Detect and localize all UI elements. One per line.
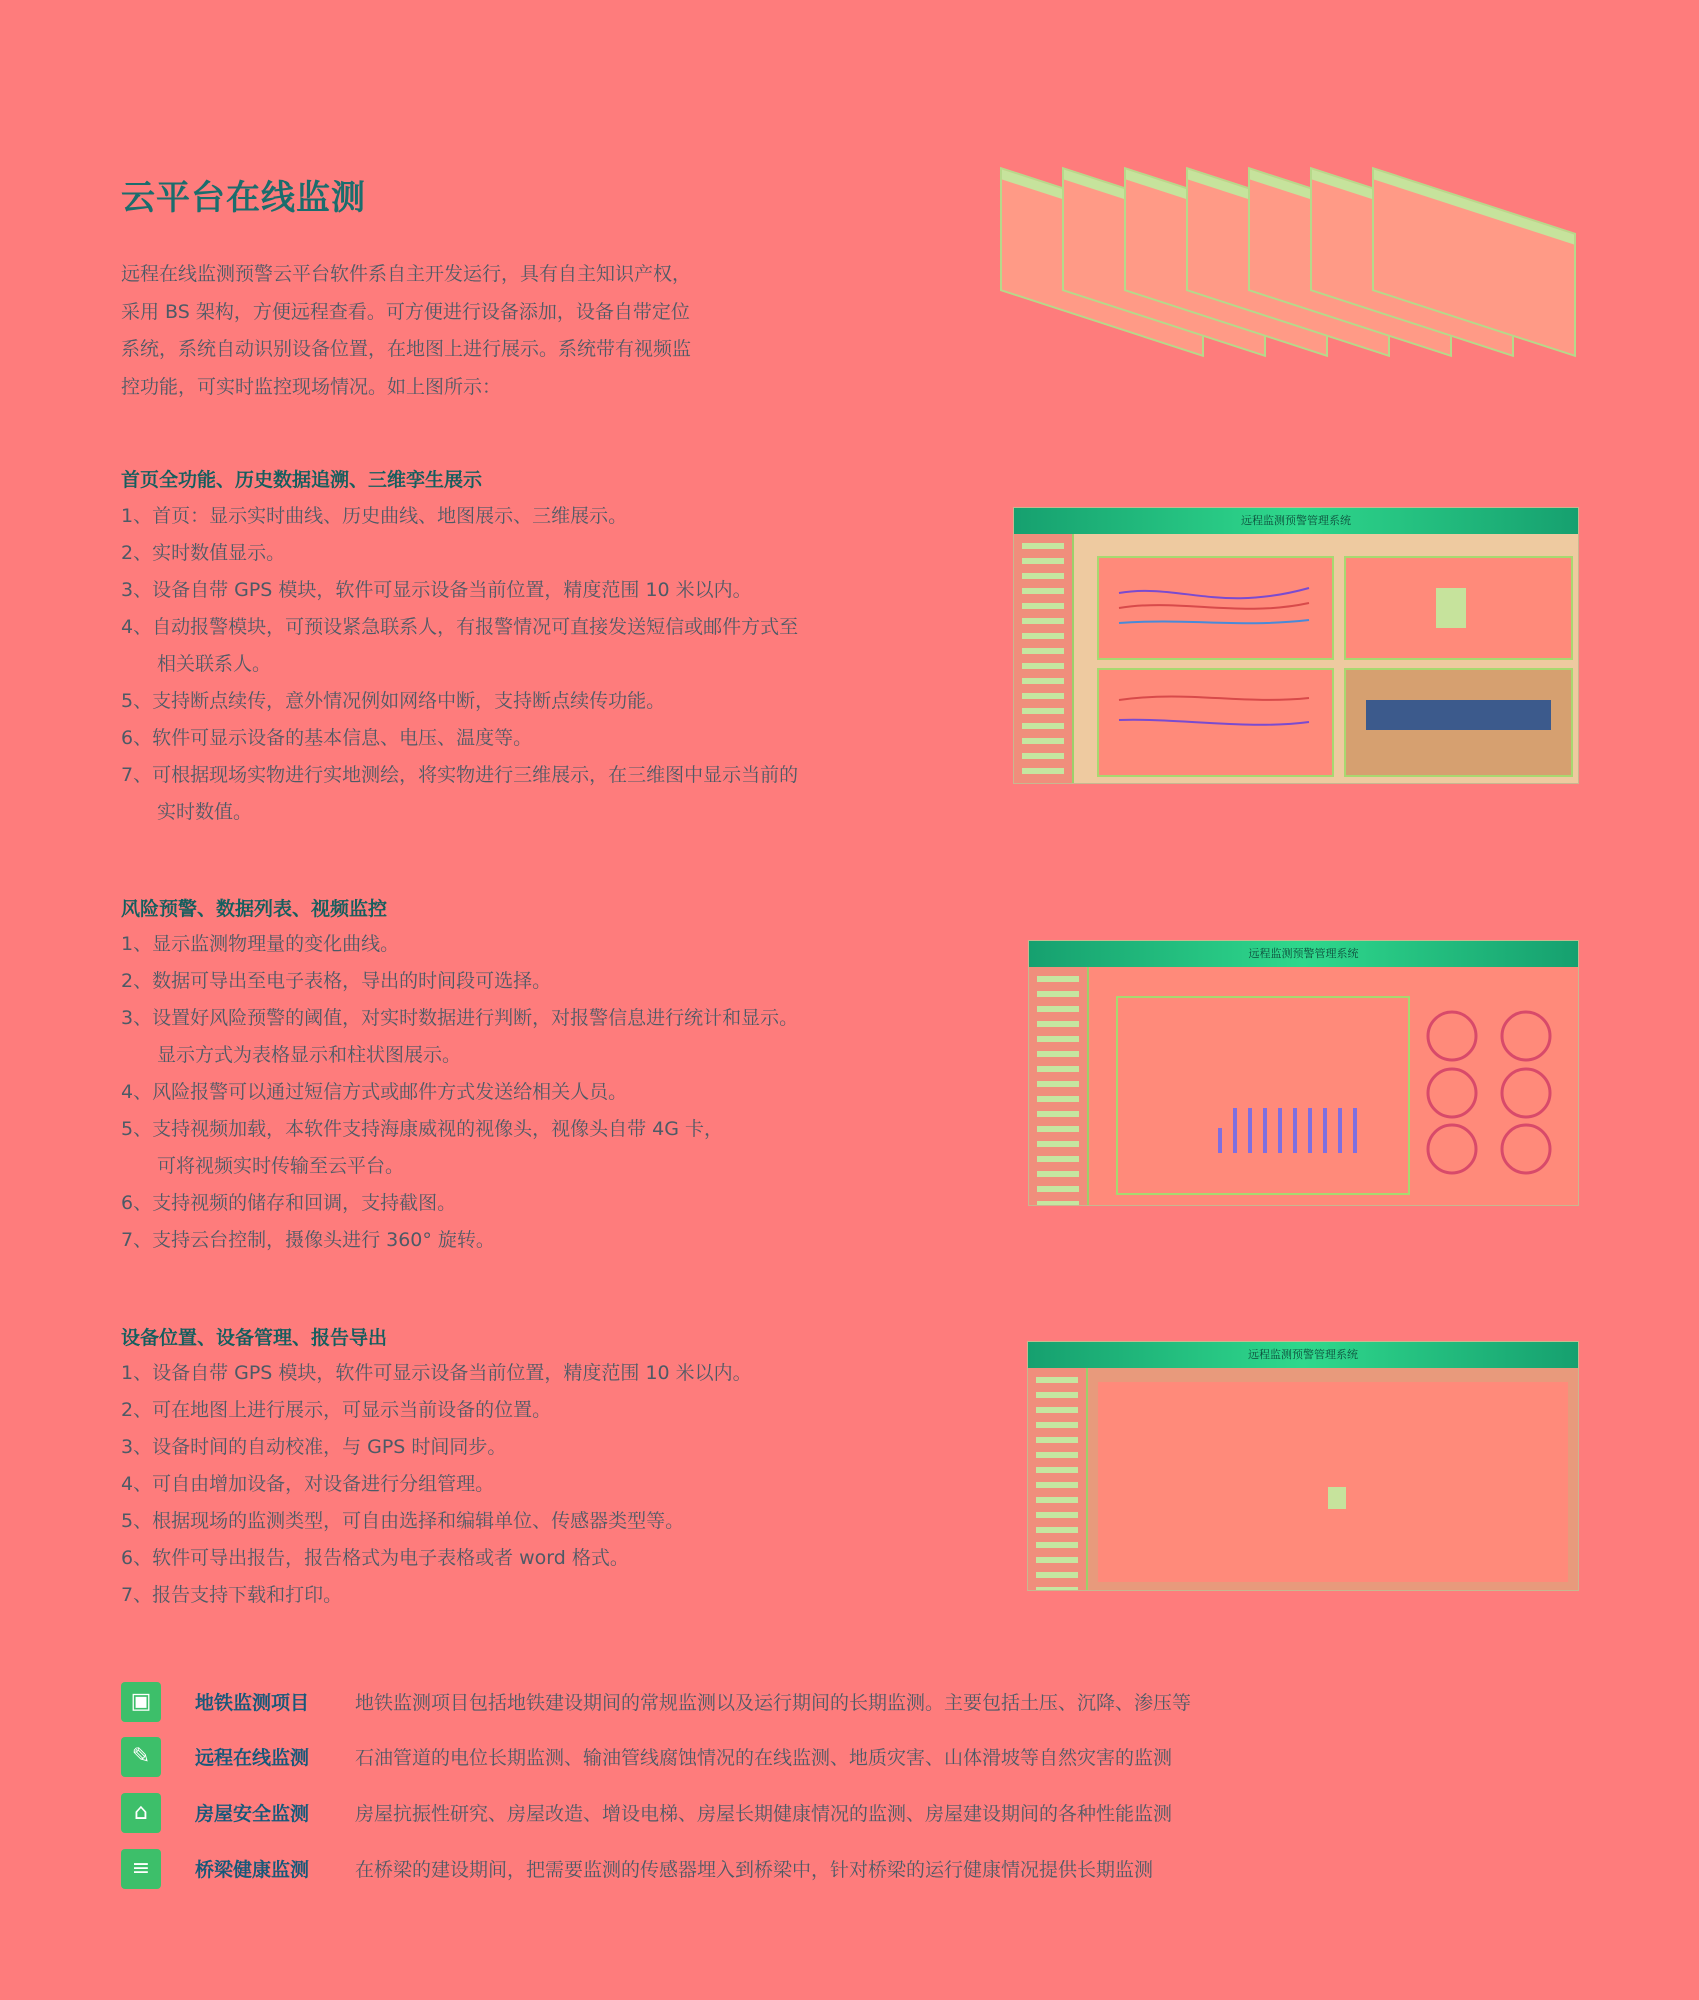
list-item: 6、软件可显示设备的基本信息、电压、温度等。 (121, 727, 533, 749)
list-item: 显示方式为表格显示和柱状图展示。 (157, 1044, 462, 1066)
list-item: 3、设备时间的自动校准，与 GPS 时间同步。 (121, 1436, 507, 1458)
bridge-icon: ≡ (121, 1849, 161, 1889)
list-item: 1、显示监测物理量的变化曲线。 (121, 933, 400, 955)
intro-line: 控功能，可实时监控现场情况。如上图所示： (121, 375, 502, 398)
screen-title-bar: 远程监测预警管理系统 (1029, 941, 1578, 967)
data-table-panel (1116, 996, 1410, 1195)
bar-chart (1118, 998, 1408, 1193)
list-item: 7、支持云台控制，摄像头进行 360° 旋转。 (121, 1229, 495, 1251)
history-chart-panel (1097, 668, 1334, 777)
section-list (121, 498, 951, 831)
section-title: 设备位置、设备管理、报告导出 (121, 1327, 388, 1349)
list-item: 1、首页：显示实时曲线、历史曲线、地图展示、三维展示。 (121, 505, 628, 527)
feature-item (121, 1849, 1601, 1889)
feature-desc: 房屋抗振性研究、房屋改造、增设电梯、房屋长期健康情况的监测、房屋建设期间的各种性能监测 (355, 1803, 1173, 1825)
feature-desc: 地铁监测项目包括地铁建设期间的常规监测以及运行期间的长期监测。主要包括土压、沉降、渗压等 (355, 1692, 1192, 1714)
list-item: 5、根据现场的监测类型，可自由选择和编辑单位、传感器类型等。 (121, 1510, 685, 1532)
map-area (1098, 1382, 1568, 1582)
feature-title: 地铁监测项目 (195, 1692, 310, 1714)
stacked-screens-illustration (1000, 200, 1580, 415)
screen-title-bar: 远程监测预警管理系统 (1028, 1342, 1578, 1368)
history-chart (1099, 670, 1332, 775)
list-item: 5、支持断点续传，意外情况例如网络中断，支持断点续传功能。 (121, 690, 666, 712)
3d-model (1366, 700, 1551, 730)
list-item: 7、可根据现场实物进行实地测绘，将实物进行三维展示，在三维图中显示当前的 (121, 764, 799, 786)
screen-sidebar (1029, 967, 1089, 1205)
feature-item (121, 1682, 1601, 1722)
screen-sidebar (1014, 534, 1074, 783)
list-item: 6、支持视频的储存和回调，支持截图。 (121, 1192, 457, 1214)
house-icon: ⌂ (121, 1793, 161, 1833)
list-item: 2、实时数值显示。 (121, 542, 286, 564)
map-marker (1328, 1487, 1346, 1509)
list-item: 可将视频实时传输至云平台。 (157, 1155, 405, 1177)
list-item: 实时数值。 (157, 801, 253, 823)
intro-line: 系统，系统自动识别设备位置，在地图上进行展示。系统带有视频监 (121, 338, 692, 360)
intro-line: 远程在线监测预警云平台软件系自主开发运行，具有自主知识产权， (121, 263, 692, 285)
list-item: 2、数据可导出至电子表格，导出的时间段可选择。 (121, 970, 552, 992)
feature-desc: 在桥梁的建设期间，把需要监测的传感器埋入到桥梁中，针对桥梁的运行健康情况提供长期监测 (355, 1859, 1154, 1881)
3d-panel (1344, 668, 1573, 777)
page-title: 云平台在线监测 (121, 178, 366, 218)
feature-item (121, 1737, 1601, 1777)
list-item: 4、可自由增加设备，对设备进行分组管理。 (121, 1473, 495, 1495)
dashboard-screenshot (1013, 507, 1579, 784)
map-screenshot (1027, 1341, 1579, 1591)
map-panel (1344, 556, 1573, 660)
list-item: 2、可在地图上进行展示，可显示当前设备的位置。 (121, 1399, 552, 1421)
list-item: 6、软件可导出报告，报告格式为电子表格或者 word 格式。 (121, 1547, 629, 1569)
gauges (1414, 1001, 1569, 1191)
section-list (121, 926, 951, 1259)
line-chart-panel (1097, 556, 1334, 660)
feature-item (121, 1793, 1601, 1833)
gauge-group (1414, 1001, 1569, 1191)
pipeline-icon: ✎ (121, 1737, 161, 1777)
list-item: 3、设备自带 GPS 模块，软件可显示设备当前位置，精度范围 10 米以内。 (121, 579, 752, 601)
curve-chart (1099, 558, 1332, 658)
list-item: 相关联系人。 (157, 653, 272, 675)
feature-desc: 石油管道的电位长期监测、输油管线腐蚀情况的在线监测、地质灾害、山体滑坡等自然灾害的监测 (355, 1747, 1173, 1769)
list-item: 4、风险报警可以通过短信方式或邮件方式发送给相关人员。 (121, 1081, 628, 1103)
section-title: 首页全功能、历史数据追溯、三维孪生展示 (121, 469, 483, 491)
screen-sidebar (1028, 1368, 1088, 1590)
feature-title: 远程在线监测 (195, 1747, 310, 1769)
subway-icon: ▣ (121, 1682, 161, 1722)
section-title: 风险预警、数据列表、视频监控 (121, 898, 388, 920)
feature-title: 房屋安全监测 (195, 1803, 310, 1825)
warning-screenshot (1028, 940, 1579, 1206)
feature-title: 桥梁健康监测 (195, 1859, 310, 1881)
list-item: 5、支持视频加载，本软件支持海康威视的视像头，视像头自带 4G 卡， (121, 1118, 723, 1140)
list-item: 7、报告支持下载和打印。 (121, 1584, 343, 1606)
map-highlight (1436, 588, 1466, 628)
section-list (121, 1355, 951, 1614)
screen-title-bar: 远程监测预警管理系统 (1014, 508, 1578, 534)
list-item: 3、设置好风险预警的阈值，对实时数据进行判断，对报警信息进行统计和显示。 (121, 1007, 799, 1029)
intro-paragraph (121, 256, 841, 406)
list-item: 4、自动报警模块，可预设紧急联系人，有报警情况可直接发送短信或邮件方式至 (121, 616, 799, 638)
intro-line: 采用 BS 架构，方便远程查看。可方便进行设备添加，设备自带定位 (121, 300, 690, 323)
list-item: 1、设备自带 GPS 模块，软件可显示设备当前位置，精度范围 10 米以内。 (121, 1362, 752, 1384)
